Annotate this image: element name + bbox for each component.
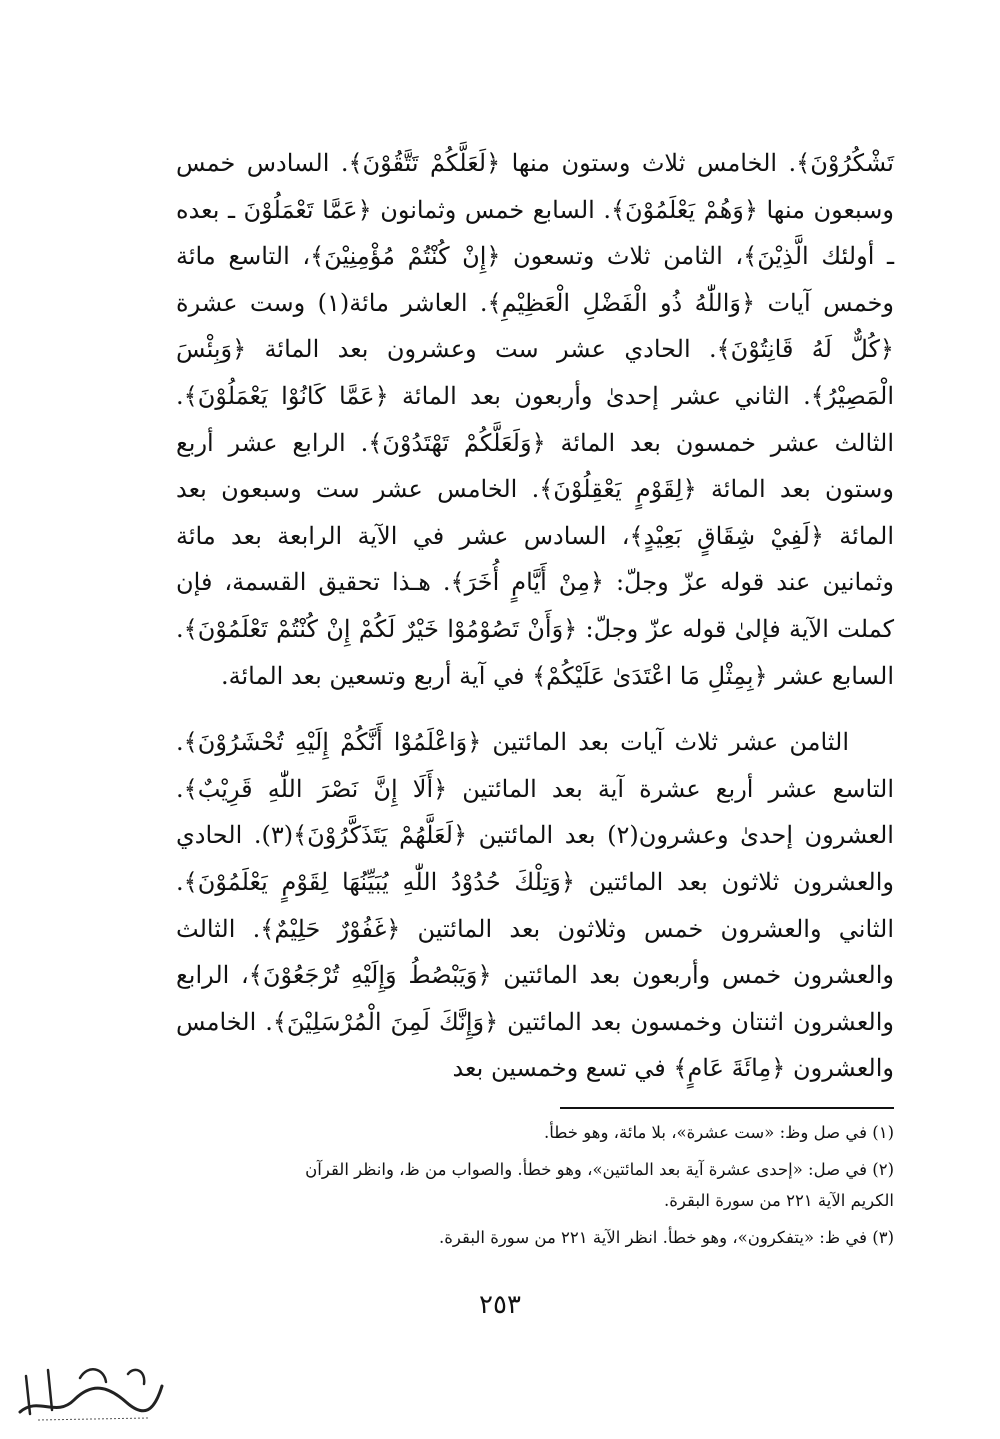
- paragraph-1: تَشْكُرُوْنَ﴾. الخامس ثلاث وستون منها ﴿لَعَلَّكُمْ تَتَّقُوْنَ﴾. السادس خمس وسبعون منها ﴿وَهُمْ يَعْلَمُوْنَ﴾. السابع خمس وثمانون ﴿عَمَّا تَعْمَلُوْنَ ـ بعده ـ أولئك الَّذِيْنَ﴾، الثامن ثلاث وتسعون ﴿إِنْ كُنْتُمْ مُؤْمِنِيْنَ﴾، التاسع مائة وخمس آيات ﴿وَاللّٰهُ ذُو الْفَضْلِ الْعَظِيْمِ﴾. العاشر مائة(١) وست عشرة ﴿كُلٌّ لَهُ قَانِتُوْنَ﴾. الحادي عشر ست وعشرون بعد المائة ﴿وَبِئْسَ الْمَصِيْرُ﴾. الثاني عشر إحدىٰ وأربعون بعد المائة ﴿عَمَّا كَانُوْا يَعْمَلُوْنَ﴾. الثالث عشر خمسون بعد المائة ﴿وَلَعَلَّكُمْ تَهْتَدُوْنَ﴾. الرابع عشر أربع وستون بعد المائة ﴿لِقَوْمٍ يَعْقِلُوْنَ﴾. الخامس عشر ست وسبعون بعد المائة ﴿لَفِيْ شِقَاقٍ بَعِيْدٍ﴾، السادس عشر في الآية الرابعة بعد مائة وثمانين عند قوله عزّ وجلّ: ﴿مِنْ أَيَّامٍ أُخَرَ﴾. هـذا تحقيق القسمة، فإن كملت الآية فإلىٰ قوله عزّ وجلّ: ﴿وَأَنْ تَصُوْمُوْا خَيْرٌ لَكُمْ إِنْ كُنْتُمْ تَعْلَمُوْنَ﴾. السابع عشر ﴿بِمِثْلِ مَا اعْتَدَىٰ عَلَيْكُمْ﴾ في آية أربع وتسعين بعد المائة.: [176, 149, 895, 690]
- footnote-3: (٣) في ظ: «يتفكرون»، وهو خطأ. انظر الآية ٢٢١ من سورة البقرة.: [439, 1228, 894, 1247]
- main-text: [176, 140, 894, 1092]
- footnote-separator: [560, 1107, 894, 1109]
- footnote-2: (٢) في صل: «إحدى عشرة آية بعد المائتين»، وهو خطأ. والصواب من ظ، وانظر القرآن الكريم الآية ٢٢١ من سورة البقرة.: [305, 1160, 894, 1210]
- footnote-1: (١) في صل وظ: «ست عشرة»، بلا مائة، وهو خطأ.: [543, 1123, 894, 1142]
- paragraph-2: الثامن عشر ثلاث آيات بعد المائتين ﴿وَاعْلَمُوْا أَنَّكُمْ إِلَيْهِ تُحْشَرُوْنَ﴾. التاسع عشر أربع عشرة آية بعد المائتين ﴿أَلَا إِنَّ نَصْرَ اللّٰهِ قَرِيْبٌ﴾. العشرون إحدىٰ وعشرون(٢) بعد المائتين ﴿لَعَلَّهُمْ يَتَذَكَّرُوْنَ﴾(٣). الحادي والعشرون ثلاثون بعد المائتين ﴿وَتِلْكَ حُدُوْدُ اللّٰهِ يُبَيِّنُهَا لِقَوْمٍ يَعْلَمُوْنَ﴾. الثاني والعشرون خمس وثلاثون بعد المائتين ﴿غَفُوْرٌ حَلِيْمٌ﴾. الثالث والعشرون خمس وأربعون بعد المائتين ﴿وَيَبْصُطُ وَإِلَيْهِ تُرْجَعُوْنَ﴾، الرابع والعشرون اثنتان وخمسون بعد المائتين ﴿وَإِنَّكَ لَمِنَ الْمُرْسَلِيْنَ﴾. الخامس والعشرون ﴿مِائَةَ عَامٍ﴾ في تسع وخمسين بعد: [176, 728, 894, 1083]
- footnotes: [300, 1117, 894, 1259]
- stamp-logo: [8, 1356, 168, 1424]
- page-number: ٢٥٣: [479, 1290, 521, 1320]
